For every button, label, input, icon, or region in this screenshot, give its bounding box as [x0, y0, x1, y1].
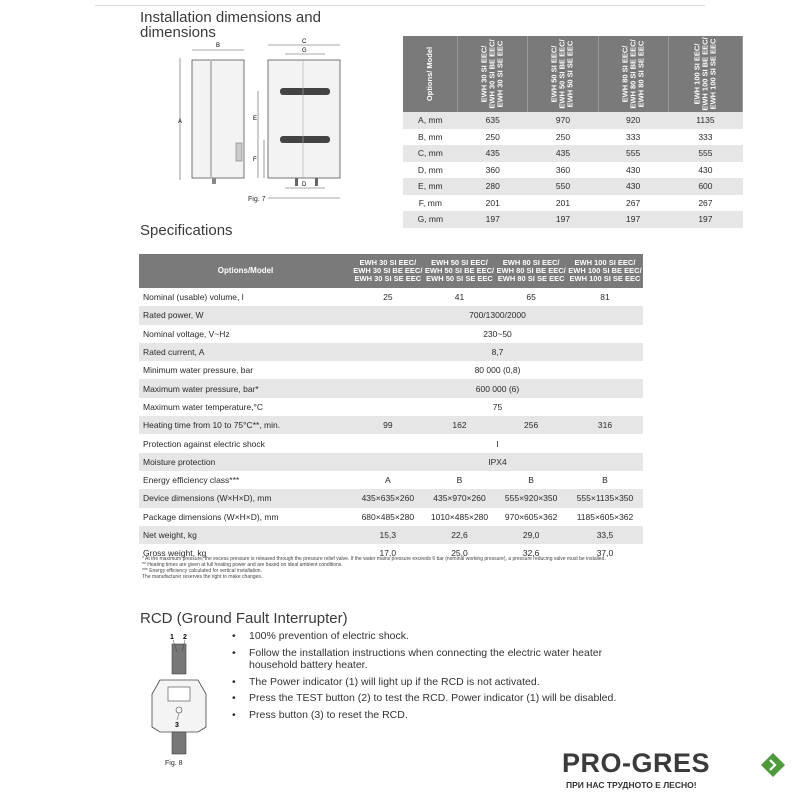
table-cell: 33,5 [567, 526, 643, 544]
table-row [139, 471, 643, 489]
label-D: D [302, 182, 307, 188]
dims-header-options: Options/ Model [403, 36, 458, 112]
table-cell: 162 [424, 416, 496, 434]
table-row [139, 434, 643, 452]
table-cell: 435 [528, 145, 598, 162]
table-row [403, 112, 743, 129]
rcd-label-2: 2 [183, 634, 187, 641]
specifications-table [139, 254, 643, 562]
table-cell: 600 000 (6) [352, 379, 643, 397]
table-row [403, 129, 743, 146]
table-cell: 316 [567, 416, 643, 434]
dims-header-model: EWH 50 SI EEC/ EWH 50 SI BE EEC/ EWH 50 SI SE EEC [528, 36, 598, 112]
table-cell: 435 [458, 145, 528, 162]
rcd-drawing [150, 632, 220, 757]
row-label: Net weight, kg [139, 526, 352, 544]
rcd-list [232, 630, 639, 725]
row-label: Rated current, A [139, 343, 352, 361]
brand-slogan: ПРИ НАС ТРУДНОТО Е ЛЕСНО! [566, 780, 697, 790]
table-cell: 256 [495, 416, 567, 434]
table-cell: 435×970×260 [424, 489, 496, 507]
table-cell: 201 [555, 197, 571, 208]
table-cell: 635 [458, 112, 528, 129]
table-cell: 32,6 [522, 548, 540, 559]
table-row [139, 306, 643, 324]
fig7-caption: Fig. 7 [248, 196, 266, 203]
label-E: E [253, 116, 258, 122]
table-cell: 360 [485, 164, 500, 175]
diamond-arrow-icon [760, 752, 786, 778]
table-cell: 430 [626, 164, 641, 175]
table-cell: 430 [598, 178, 668, 195]
table-row [139, 288, 643, 306]
dimensions-table [403, 36, 743, 228]
table-row [403, 162, 743, 179]
table-cell: 280 [458, 178, 528, 195]
table-cell: 700/1300/2000 [352, 306, 643, 324]
table-cell: 99 [352, 416, 424, 434]
table-cell: 555 [598, 145, 668, 162]
row-label: E, mm [403, 178, 458, 195]
table-row [139, 453, 643, 471]
table-cell: 15,3 [352, 526, 424, 544]
table-cell: 65 [526, 292, 536, 303]
row-label: Energy efficiency class*** [143, 475, 240, 486]
table-cell: 41 [454, 292, 465, 303]
label-C: C [302, 39, 307, 45]
row-label: Maximum water pressure, bar* [139, 379, 352, 397]
fig8-caption: Fig. 8 [165, 760, 183, 767]
table-cell: 267 [626, 197, 641, 208]
table-row [403, 178, 743, 195]
row-label: Nominal (usable) volume, l [143, 292, 244, 303]
table-cell: 555×1135×350 [567, 489, 643, 507]
rcd-item: • Press the TEST button (2) to test the RCD. Power indicator (1) will be disabled. [232, 692, 639, 705]
table-cell: 201 [485, 197, 500, 208]
spec-header-model: EWH 100 SI EEC/ EWH 100 SI BE EEC/ EWH 100 SI SE EEC [567, 254, 643, 288]
table-cell: 197 [598, 211, 668, 228]
spec-header-options: Options/Model [139, 254, 352, 288]
table-row [139, 325, 643, 343]
table-cell: 430 [698, 164, 713, 175]
table-cell: 970×605×362 [504, 511, 558, 522]
row-label: Moisture protection [139, 453, 352, 471]
table-cell: I [496, 438, 499, 449]
table-cell: 197 [528, 211, 598, 228]
dims-header-model: EWH 30 SI EEC/ EWH 30 SI BE EEC/ EWH 30 SI SE EEC [458, 36, 528, 112]
table-cell: 37,0 [596, 548, 614, 559]
rcd-item: • Follow the installation instructions when connecting the electric water heater household battery heater. [232, 647, 639, 672]
table-cell: 920 [598, 112, 668, 129]
row-label: Device dimensions (W×H×D), mm [139, 489, 352, 507]
table-cell: 250 [485, 131, 500, 142]
rcd-item: • Press button (3) to reset the RCD. [232, 709, 639, 722]
table-cell: 17,0 [379, 548, 397, 559]
table-cell: 230~50 [483, 328, 512, 339]
table-row [139, 416, 643, 434]
table-cell: 550 [528, 178, 598, 195]
table-cell: 267 [698, 197, 713, 208]
table-cell: 333 [626, 131, 641, 142]
table-row [139, 526, 643, 544]
table-row [403, 195, 743, 212]
row-label: Package dimensions (W×H×D), mm [143, 511, 279, 522]
row-label: Heating time from 10 to 75°C**, min. [139, 416, 352, 434]
spec-footnotes: * At the maximum pressure, the excess pressure is released through the pressure relief valve. If the water mains pressure exceeds 6 bar (nominal working pressure), a pressure reducing valve must be installed. ** Heating times are given at full heating power and are based on ideal ambient conditions. *** Energy efficiency calculated for vertical installation. The manufacturer reserves the right to make changes. [142, 556, 606, 580]
row-label: D, mm [417, 164, 443, 175]
table-cell: 1135 [668, 112, 742, 129]
row-label: F, mm [418, 197, 442, 208]
label-B: B [216, 43, 221, 49]
rcd-item: • The Power indicator (1) will light up if the RCD is not activated. [232, 676, 639, 689]
table-cell: 555×920×350 [495, 489, 567, 507]
label-F: F [253, 157, 257, 163]
table-cell: 197 [458, 211, 528, 228]
rcd-label-1: 1 [170, 634, 174, 641]
table-cell: 81 [600, 292, 610, 303]
spec-header-model: EWH 30 SI EEC/ EWH 30 SI BE EEC/ EWH 30 SI SE EEC [352, 254, 424, 288]
row-label: Protection against electric shock [143, 438, 265, 449]
rcd-item: • 100% prevention of electric shock. [232, 630, 639, 643]
installation-title: Installation dimensions and dimensions [140, 9, 321, 41]
rcd-label-3: 3 [175, 722, 179, 729]
table-row [139, 508, 643, 526]
row-label: G, mm [403, 211, 458, 228]
table-cell: B [602, 475, 608, 486]
table-row [139, 343, 643, 361]
installation-drawing [170, 38, 350, 208]
table-cell: B [456, 475, 463, 486]
table-cell: 1185×605×362 [576, 511, 634, 522]
row-label: A, mm [403, 112, 458, 129]
table-cell: 75 [492, 401, 503, 412]
table-row [139, 489, 643, 507]
spec-header-model: EWH 80 SI EEC/ EWH 80 SI BE EEC/ EWH 80 SI SE EEC [495, 254, 567, 288]
dims-header-model: EWH 100 SI EEC/ EWH 100 SI BE EEC/ EWH 100 SI SE EEC [668, 36, 742, 112]
table-cell: 25,0 [451, 548, 468, 559]
table-cell: 29,0 [495, 526, 567, 544]
table-cell: 8,7 [352, 343, 643, 361]
table-cell: 197 [668, 211, 742, 228]
table-cell: 970 [528, 112, 598, 129]
row-label: B, mm [418, 131, 443, 142]
table-cell: 600 [668, 178, 742, 195]
table-cell: 22,6 [424, 526, 496, 544]
table-cell: A [384, 475, 391, 486]
dims-header-model: EWH 80 SI EEC/ EWH 80 SI BE EEC/ EWH 80 SI SE EEC [598, 36, 668, 112]
specifications-title: Specifications [140, 222, 233, 239]
rcd-title: RCD (Ground Fault Interrupter) [140, 610, 348, 627]
table-cell: 555 [668, 145, 742, 162]
top-divider [95, 5, 705, 6]
table-cell: 25 [383, 292, 393, 303]
row-label: C, mm [403, 145, 458, 162]
table-cell: 1010×485×280 [430, 511, 489, 522]
row-label: Gross weight, kg [143, 548, 207, 559]
row-label: Maximum water temperature,°C [143, 401, 264, 412]
table-cell: 80 000 (0,8) [474, 365, 521, 376]
table-row [139, 379, 643, 397]
label-G: G [302, 48, 307, 54]
table-cell: 360 [555, 164, 571, 175]
table-cell: 680×485×280 [361, 511, 415, 522]
table-row [403, 211, 743, 228]
table-cell: B [528, 475, 534, 486]
table-cell: IPX4 [352, 453, 643, 471]
spec-header-model: EWH 50 SI EEC/ EWH 50 SI BE EEC/ EWH 50 SI SE EEC [424, 254, 496, 288]
table-row [139, 398, 643, 416]
brand-logo: PRO-GRES [562, 748, 711, 778]
row-label: Minimum water pressure, bar [143, 365, 254, 376]
table-cell: 250 [555, 131, 571, 142]
table-row [139, 361, 643, 379]
row-label: Rated power, W [139, 306, 352, 324]
label-A: A [178, 119, 183, 125]
table-cell: 435×635×260 [352, 489, 424, 507]
table-cell: 333 [698, 131, 713, 142]
table-row [403, 145, 743, 162]
row-label: Nominal voltage, V~Hz [143, 328, 230, 339]
